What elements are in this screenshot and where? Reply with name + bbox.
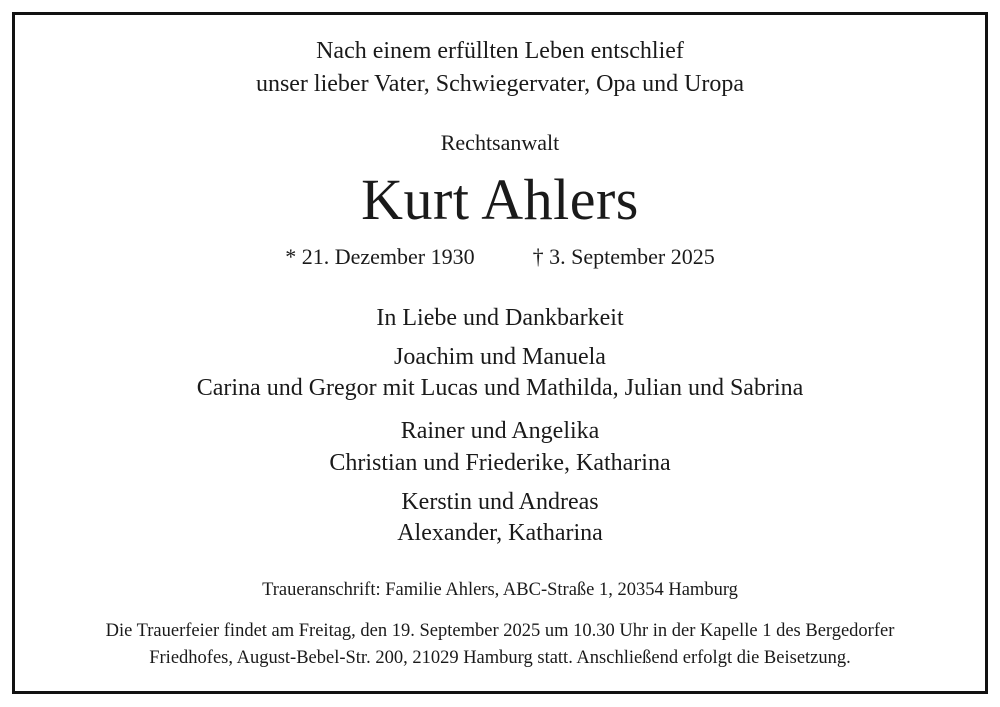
life-dates xyxy=(0,244,1000,270)
funeral-info-line-1: Die Trauerfeier findet am Freitag, den 19. September 2025 um 10.30 Uhr in der Kapelle 1 des Bergedorfer xyxy=(105,621,895,641)
family-line-3: Rainer und Angelika xyxy=(400,418,600,444)
dedication-line: In Liebe und Dankbarkeit xyxy=(376,305,624,331)
family-line-1: Joachim und Manuela xyxy=(394,344,606,370)
deceased-name: Kurt Ahlers xyxy=(361,167,639,232)
funeral-info-line-2: Friedhofes, August-Bebel-Str. 200, 21029 Hamburg statt. Anschließend erfolgt die Beisetzung. xyxy=(149,648,851,668)
family-line-6: Alexander, Katharina xyxy=(397,520,603,546)
death-date: † 3. September 2025 xyxy=(532,244,715,269)
intro-line-1: Nach einem erfüllten Leben entschlief xyxy=(316,38,684,64)
profession-title: Rechtsanwalt xyxy=(440,130,560,155)
family-line-2: Carina und Gregor mit Lucas und Mathilda, Julian und Sabrina xyxy=(196,375,804,401)
mourning-address: Traueranschrift: Familie Ahlers, ABC-Straße 1, 20354 Hamburg xyxy=(262,580,738,600)
intro-line-2: unser lieber Vater, Schwiegervater, Opa und Uropa xyxy=(255,71,745,97)
family-line-5: Kerstin und Andreas xyxy=(401,489,599,515)
birth-date: * 21. Dezember 1930 xyxy=(285,244,475,269)
family-line-4: Christian und Friederike, Katharina xyxy=(329,450,671,476)
